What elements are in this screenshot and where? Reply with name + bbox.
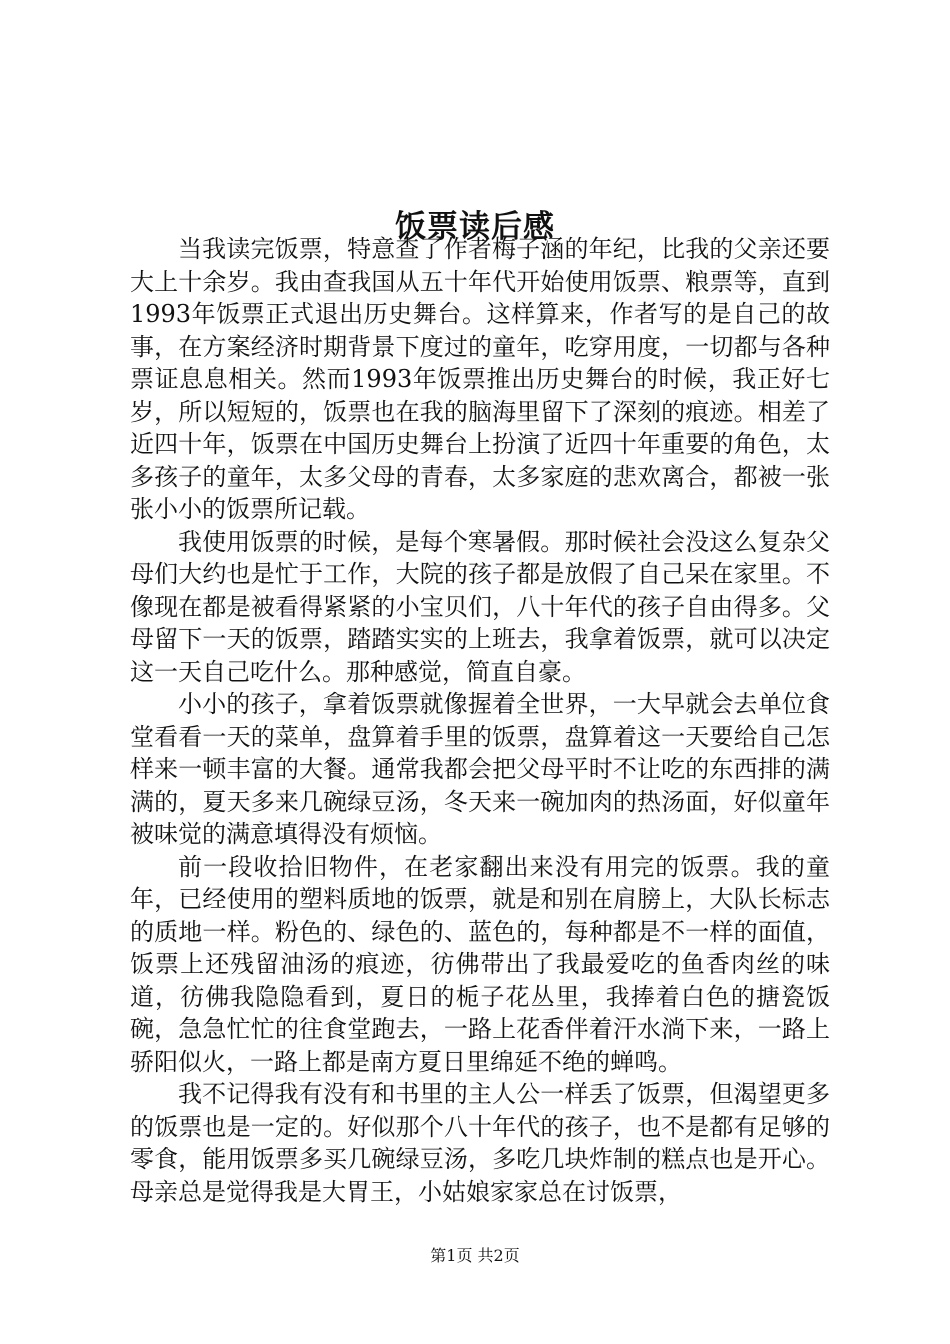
paragraph: 我使用饭票的时候，是每个寒暑假。那时候社会没这么复杂父母们大约也是忙于工作，大院的孩子都是放假了自己呆在家里。不像现在都是被看得紧紧的小宝贝们，八十年代的孩子自由得多。父母留下一天的饭票，踏踏实实的上班去，我拿着饭票，就可以决定这一天自己吃什么。那种感觉，简直自豪。 [130, 527, 830, 686]
paragraph: 当我读完饭票，特意查了作者梅子涵的年纪，比我的父亲还要大上十余岁。我由查我国从五十年代开始使用饭票、粮票等，直到1993年饭票正式退出历史舞台。这样算来，作者写的是自己的故事，在方案经济时期背景下度过的童年，吃穿用度，一切都与各种票证息息相关。然而1993年饭票推出历史舞台的时候，我正好七岁，所以短短的，饭票也在我的脑海里留下了深刻的痕迹。相差了近四十年，饭票在中国历史舞台上扮演了近四十年重要的角色，太多孩子的童年，太多父母的青春，太多家庭的悲欢离合，都被一张张小小的饭票所记载。 [130, 235, 830, 523]
paragraph: 我不记得我有没有和书里的主人公一样丢了饭票，但渴望更多的饭票也是一定的。好似那个八十年代的孩子，也不是都有足够的零食，能用饭票多买几碗绿豆汤，多吃几块炸制的糕点也是开心。母亲总是觉得我是大胃王，小姑娘家家总在讨饭票， [130, 1080, 830, 1206]
paragraph: 小小的孩子，拿着饭票就像握着全世界，一大早就会去单位食堂看看一天的菜单，盘算着手里的饭票，盘算着这一天要给自己怎样来一顿丰富的大餐。通常我都会把父母平时不让吃的东西排的满满的，夏天多来几碗绿豆汤，冬天来一碗加肉的热汤面，好似童年被味觉的满意填得没有烦恼。 [130, 690, 830, 848]
page-footer: 第1页 共2页 [430, 1246, 520, 1265]
document-title: 饭票读后感 [395, 208, 555, 245]
paragraph: 前一段收拾旧物件，在老家翻出来没有用完的饭票。我的童年，已经使用的塑料质地的饭票，就是和别在肩膀上，大队长标志的质地一样。粉色的、绿色的、蓝色的，每种都是不一样的面值，饭票上还残留油汤的痕迹，彷佛带出了我最爱吃的鱼香肉丝的味道，彷佛我隐隐看到，夏日的栀子花丛里，我捧着白色的搪瓷饭碗，急急忙忙的往食堂跑去，一路上花香伴着汗水淌下来，一路上骄阳似火，一路上都是南方夏日里绵延不绝的蝉鸣。 [130, 852, 830, 1076]
document-body [130, 233, 830, 1208]
